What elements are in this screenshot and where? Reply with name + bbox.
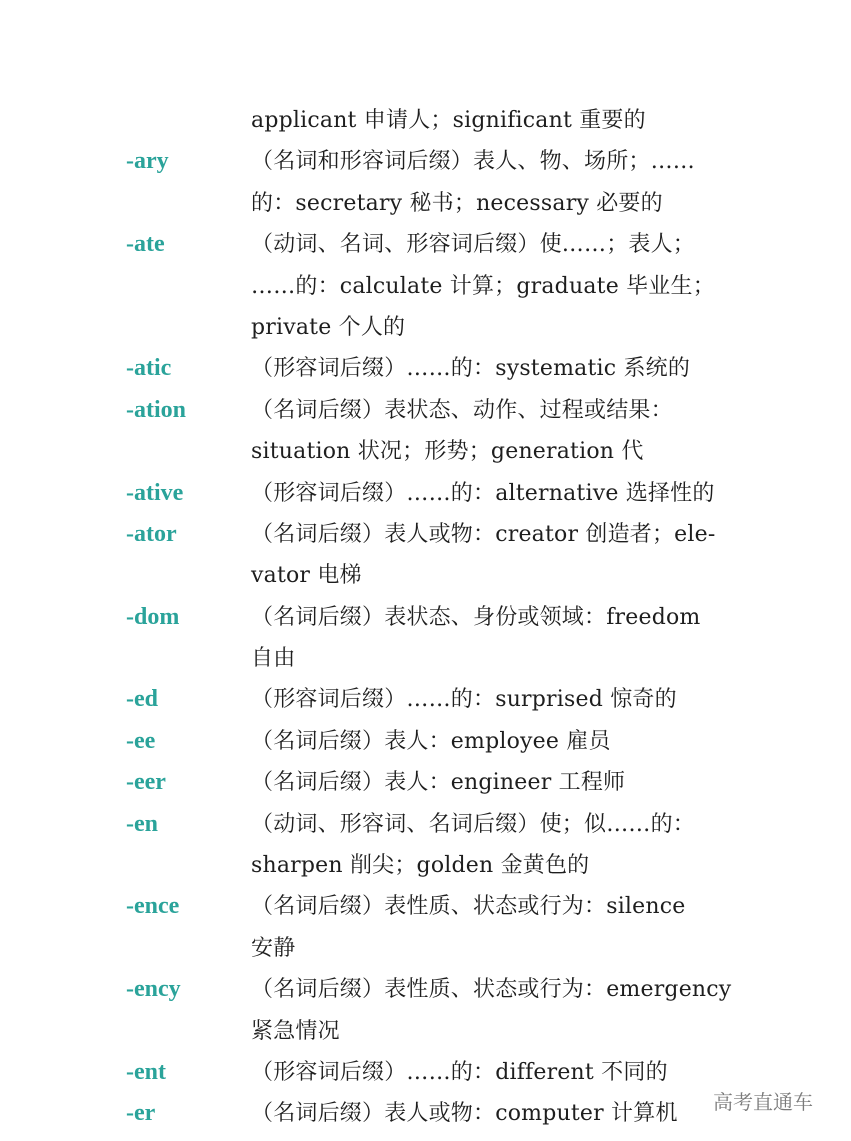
suffix-entry bbox=[0, 969, 731, 1052]
suffix-definition bbox=[251, 969, 731, 1052]
suffix-term: -ator bbox=[126, 520, 177, 547]
suffix-definition bbox=[251, 804, 731, 887]
definition-line: （名词后缀）表性质、状态或行为：emergency bbox=[251, 977, 732, 1003]
definition-line: vator 电梯 bbox=[251, 563, 362, 589]
definition-line: sharpen 削尖；golden 金黄色的 bbox=[251, 853, 590, 879]
suffix-definition bbox=[251, 721, 731, 762]
watermark-text: 高考直通车 bbox=[713, 1090, 813, 1114]
suffix-definition bbox=[251, 1052, 731, 1093]
suffix-definition bbox=[251, 514, 731, 597]
suffix-term: -eer bbox=[126, 769, 166, 796]
suffix-entry bbox=[0, 679, 731, 720]
definition-line: （形容词后缀）……的：alternative 选择性的 bbox=[251, 480, 715, 506]
definition-line: 自由 bbox=[251, 646, 296, 672]
suffix-definition bbox=[251, 100, 731, 141]
suffix-definition bbox=[251, 348, 731, 389]
suffix-entry bbox=[0, 514, 731, 597]
suffix-entry bbox=[0, 762, 731, 803]
suffix-entry-list bbox=[0, 100, 851, 1135]
suffix-definition bbox=[251, 679, 731, 720]
definition-line: （形容词后缀）……的：systematic 系统的 bbox=[251, 356, 691, 382]
definition-line: （名词和形容词后缀）表人、物、场所；…… bbox=[251, 149, 696, 175]
suffix-definition bbox=[251, 597, 731, 680]
suffix-entry bbox=[0, 804, 731, 887]
suffix-entry bbox=[0, 348, 731, 389]
suffix-entry bbox=[0, 721, 731, 762]
suffix-definition bbox=[251, 390, 731, 473]
suffix-term: -ary bbox=[126, 148, 169, 175]
suffix-term: -dom bbox=[126, 603, 180, 630]
definition-line: （动词、名词、形容词后缀）使……；表人； bbox=[251, 232, 696, 258]
definition-line: （名词后缀）表人或物：computer 计算机 bbox=[251, 1101, 678, 1127]
suffix-term: -ate bbox=[126, 231, 165, 258]
suffix-definition bbox=[251, 886, 731, 969]
definition-line: situation 状况；形势；generation 代 bbox=[251, 439, 644, 465]
definition-line: （名词后缀）表人：engineer 工程师 bbox=[251, 770, 626, 796]
definition-line: ……的：calculate 计算；graduate 毕业生； bbox=[251, 273, 715, 299]
suffix-entry bbox=[0, 1093, 731, 1134]
definition-line: 紧急情况 bbox=[251, 1018, 340, 1044]
suffix-definition bbox=[251, 1093, 731, 1134]
suffix-entry bbox=[0, 390, 731, 473]
definition-line: （动词、形容词、名词后缀）使；似……的： bbox=[251, 811, 696, 837]
definition-line: private 个人的 bbox=[251, 314, 406, 340]
suffix-entry bbox=[0, 224, 731, 348]
definition-line: 安静 bbox=[251, 935, 296, 961]
suffix-term: -ency bbox=[126, 976, 181, 1003]
suffix-term: -atic bbox=[126, 355, 172, 382]
definition-line: （名词后缀）表状态、身份或领域：freedom bbox=[251, 604, 701, 630]
suffix-term: -ed bbox=[126, 686, 158, 713]
definition-line: （形容词后缀）……的：surprised 惊奇的 bbox=[251, 687, 677, 713]
definition-line: （名词后缀）表状态、动作、过程或结果： bbox=[251, 397, 673, 423]
suffix-definition bbox=[251, 224, 731, 348]
definition-line: （名词后缀）表人：employee 雇员 bbox=[251, 728, 611, 754]
suffix-term: -ence bbox=[126, 893, 180, 920]
definition-line: applicant 申请人；significant 重要的 bbox=[251, 108, 646, 133]
suffix-term: -en bbox=[126, 810, 158, 837]
definition-line: 的：secretary 秘书；necessary 必要的 bbox=[251, 190, 663, 216]
suffix-definition bbox=[251, 141, 731, 224]
suffix-entry bbox=[0, 1052, 731, 1093]
suffix-term: -ation bbox=[126, 396, 186, 423]
definition-line: （名词后缀）表人或物：creator 创造者；ele- bbox=[251, 521, 716, 547]
suffix-definition bbox=[251, 473, 731, 514]
suffix-entry bbox=[0, 597, 731, 680]
suffix-term: -ent bbox=[126, 1058, 166, 1085]
suffix-entry bbox=[0, 100, 731, 141]
suffix-entry bbox=[0, 141, 731, 224]
suffix-term: -ee bbox=[126, 727, 156, 754]
suffix-term: -ative bbox=[126, 479, 184, 506]
suffix-definition bbox=[251, 762, 731, 803]
suffix-term: -er bbox=[126, 1100, 156, 1127]
suffix-entry bbox=[0, 886, 731, 969]
definition-line: （形容词后缀）……的：different 不同的 bbox=[251, 1059, 668, 1085]
definition-line: （名词后缀）表性质、状态或行为：silence bbox=[251, 894, 686, 920]
suffix-entry bbox=[0, 473, 731, 514]
